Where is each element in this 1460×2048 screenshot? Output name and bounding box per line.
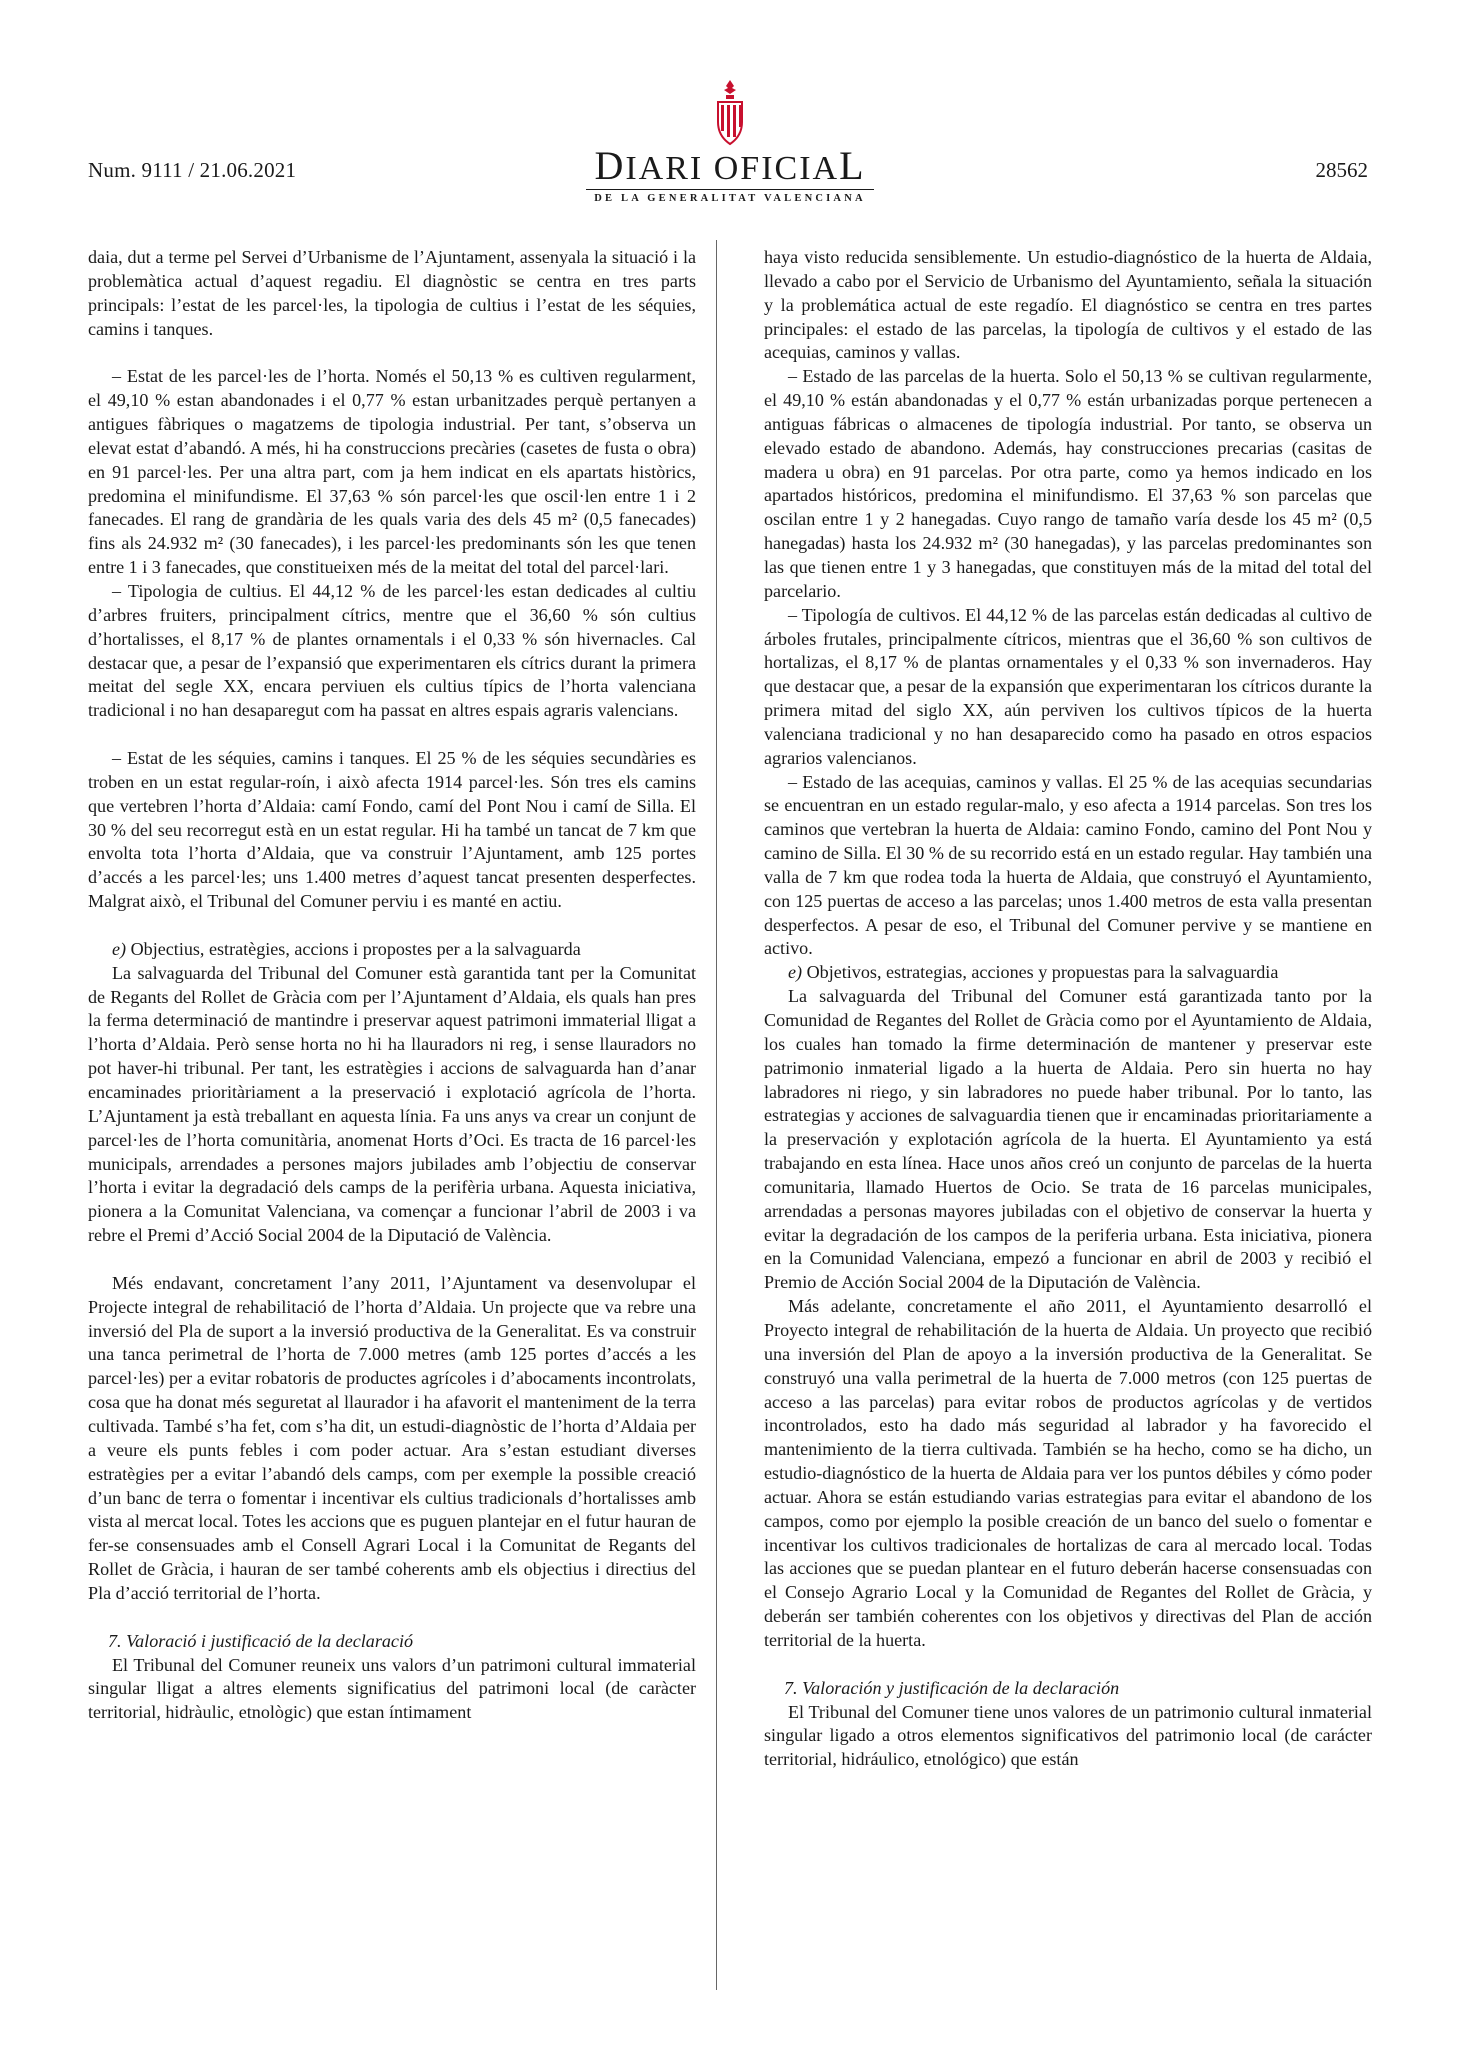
paragraph: – Tipología de cultivos. El 44,12 % de las parcelas están dedicadas al cultivo de árboles frutales, principalmente cítricos, mientras que el 36,60 % son cultivos de hortalizas, el 8,17 % de plantas ornamentales y el 0,33 % son invernaderos. Hay que destacar que, a pesar de la expansión que experimentaran los cítricos durante la primera mitad del siglo XX, aún perviven los cultivos típicos de la huerta valenciana tradicional y no han desaparecido como ha pasado en otros espacios agrarios valencianos. — [764, 604, 1372, 768]
paragraph: – Estado de las acequias, caminos y vallas. El 25 % de las acequias secundarias se encuentran en un estado regular-malo, y eso afecta a 1914 parcelas. Son tres los caminos que vertebran la huerta de Aldaia: camino Fondo, camino del Pont Nou y camino de Silla. El 30 % de su recorrido está en un estado regular. Hay también una valla de 7 km que rodea toda la huerta de Aldaia, que construyó el Ayuntamiento, con 125 puertas de acceso a las parcelas; unos 1.400 metros de esta valla presentan desperfectos. A pesar de eso, el Tribunal del Comuner pervive y se mantiene en activo. — [764, 771, 1372, 959]
journal-subtitle: DE LA GENERALITAT VALENCIANA — [586, 189, 874, 204]
paragraph: – Estado de las parcelas de la huerta. Solo el 50,13 % se cultivan regularmente, el 49,10 % están abandonadas y el 0,77 % están urbanizadas porque pertenecen a antiguas fábricas o almacenes de tipología industrial. Por tanto, se observa un elevado estado de abandono. Además, hay construcciones precarias (casitas de madera u obra) en 91 parcelas. Por otra parte, como ya hemos indicado en los apartados históricos, predomina el minifundismo. El 37,63 % son parcelas que oscilan entre 1 y 2 hanegadas. Cuyo rango de tamaño varía desde los 45 m² (0,5 hanegadas) hasta los 24.932 m² (30 hanegadas), y las parcelas predominantes son las que tienen entre 1 y 3 hanegadas, que constituyen más de la mitad del total del parcelario. — [764, 366, 1372, 601]
journal-masthead — [586, 78, 874, 204]
paragraph: haya visto reducida sensiblemente. Un estudio-diagnóstico de la huerta de Aldaia, llevado a cabo por el Servicio de Urbanismo del Ayuntamiento, señala la situación y la problemática actual de este regadío. El diagnóstico se centra en tres partes principales: el estado de las parcelas, la tipología de cultivos y el estado de las acequias, caminos y vallas. — [764, 247, 1372, 363]
section-heading: 7. Valoración y justificación de la declaración — [784, 1677, 1120, 1698]
paragraph: daia, dut a terme pel Servei d’Urbanisme de l’Ajuntament, assenyala la situació i la problemàtica actual d’aquest regadiu. El diagnòstic se centra en tres parts principals: l’estat de les parcel·les, la tipologia de cultius i l’estat de les séquies, camins i tanques. — [88, 247, 696, 339]
column-divider — [716, 240, 717, 1990]
paragraph: La salvaguarda del Tribunal del Comuner està garantida tant per la Comunitat de Regants del Rollet de Gràcia com per l’Ajuntament d’Aldaia, els quals han pres la ferma determinació de mantindre i preservar aquest patrimoni immaterial lligat a l’horta d’Aldaia. Però sense horta no hi ha llauradors ni reg, i sense llauradors no pot haver-hi tribunal. Per tant, les estratègies i accions de salvaguarda han d’anar encaminades prioritàriament a la preservació i explotació agrícola de l’horta. L’Ajuntament ja està treballant en aquesta línia. Fa uns anys va crear un conjunt de parcel·les de l’horta comunitària, anomenat Horts d’Oci. Es tracta de 16 parcel·les municipals, arrendades a persones majors jubilades amb l’objectiu de conservar l’horta i evitar la degradació dels camps de la perifèria urbana. Aquesta iniciativa, pionera a la Comunitat Valenciana, va començar a funcionar l’abril de 2003 i va rebre el Premi d’Acció Social 2004 de la Diputació de València. — [88, 962, 696, 1246]
issue-number: Num. 9111 / 21.06.2021 — [88, 158, 297, 182]
generalitat-emblem-icon — [710, 78, 750, 148]
subsection-heading: e) Objetivos, estrategias, acciones y propuestas para la salvaguardia — [788, 962, 1279, 983]
left-column-valencian — [88, 246, 696, 1725]
paragraph: Más adelante, concretamente el año 2011, el Ayuntamiento desarrolló el Proyecto integral de rehabilitación de la huerta de Aldaia. Un proyecto que recibió una inversión del Plan de apoyo a la inversión productiva de la Generalitat. Se construyó una valla perimetral de la huerta de 7.000 metros (con 125 puertas de acceso a las parcelas) para evitar robos de productos agrícolas y de vertidos incontrolados, esto ha dado más seguridad al labrador y ha favorecido el mantenimiento de la tierra cultivada. También se ha hecho, como se ha dicho, un estudio-diagnóstico de la huerta de Aldaia para ver los puntos débiles y cómo poder actuar. Ahora se están estudiando varias estrategias para evitar el abandono de los campos, como por ejemplo la posible creación de un banco del suelo o fomentar e incentivar los cultivos tradicionales de hortalizas de cara al mercado local. Todas las acciones que se puedan plantear en el futuro deberán hacerse consensuadas con el Consejo Agrario Local y la Comunidad de Regantes del Rollet de Gràcia, y deberán ser también coherentes con los objetivos y directivas del Plan de acción territorial de la huerta. — [764, 1296, 1372, 1650]
paragraph: El Tribunal del Comuner reuneix uns valors d’un patrimoni cultural immaterial singular lligat a altres elements significatius del patrimoni local (de caràcter territorial, hidràulic, etnològic) que estan íntimament — [88, 1654, 696, 1723]
paragraph: La salvaguarda del Tribunal del Comuner está garantizada tanto por la Comunidad de Regantes del Rollet de Gràcia como por el Ayuntamiento de Aldaia, los cuales han tomado la firme determinación de mantener y preservar este patrimonio inmaterial ligado a la huerta de Aldaia. Pero sin huerta no hay labradores ni riego, y sin labradores no puede haber tribunal. Por lo tanto, las estrategias y acciones de salvaguardia tienen que ir encaminadas prioritariamente a la preservación y explotación agrícola de la huerta. El Ayuntamiento ya está trabajando en esta línea. Hace unos años creó un conjunto de parcelas de la huerta comunitaria, llamado Huertos de Ocio. Se trata de 16 parcelas municipales, arrendadas a personas mayores jubiladas con el objetivo de conservar la huerta y evitar la degradación de los campos de la periferia urbana. Esta iniciativa, pionera en la Comunidad Valenciana, empezó a funcionar en abril de 2003 y recibió el Premio de Acción Social 2004 de la Diputación de València. — [764, 986, 1372, 1293]
section-heading: 7. Valoració i justificació de la declaració — [108, 1630, 414, 1651]
paragraph: El Tribunal del Comuner tiene unos valores de un patrimonio cultural inmaterial singular ligado a otros elementos significativos del patrimonio local (de carácter territorial, hidráulico, etnológico) que están — [764, 1701, 1372, 1770]
paragraph: – Estat de les parcel·les de l’horta. Només el 50,13 % es cultiven regularment, el 49,10 % estan abandonades i el 0,77 % estan urbanitzades perquè pertanyen a antigues fàbriques o magatzems de tipologia industrial. Per tant, s’observa un elevat estat d’abandó. A més, hi ha construccions precàries (casetes de fusta o obra) en 91 parcel·les. Per una altra part, com ja hem indicat en els apartats històrics, predomina el minifundisme. El 37,63 % són parcel·les que oscil·len entre 1 i 2 fanecades. El rang de grandària de les quals varia des dels 45 m² (0,5 fanecades) fins als 24.932 m² (30 fanecades), i les parcel·les predominants són les que tenen entre 1 i 3 fanecades, que constitueixen més de la meitat del total del parcel·lari. — [88, 366, 696, 578]
subsection-heading: e) Objectius, estratègies, accions i propostes per a la salvaguarda — [112, 938, 581, 959]
right-column-spanish — [764, 246, 1372, 1772]
paragraph: Més endavant, concretament l’any 2011, l’Ajuntament va desenvolupar el Projecte integral de rehabilitació de l’horta d’Aldaia. Un projecte que va rebre una inversió del Pla de suport a la inversió productiva de la Generalitat. Es va construir una tanca perimetral de l’horta de 7.000 metres (amb 125 portes d’accés a les parcel·les) per a evitar robatoris de productes agrícoles i d’abocaments incontrolats, cosa que ha donat més seguretat al llaurador i ha afavorit el manteniment de la terra cultivada. També s’ha fet, com s’ha dit, un estudi-diagnòstic de l’horta d’Aldaia per a veure els punts febles i com poder actuar. Ara s’estan estudiant diverses estratègies per a evitar l’abandó dels camps, com per exemple la possible creació d’un banc de terra o fomentar i incentivar els cultius tradicionals d’hortalisses amb vista al mercat local. Totes les accions que es puguen plantejar en el futur hauran de fer-se consensuades amb el Consell Agrari Local i la Comunitat de Regants del Rollet de Gràcia, i hauran de ser també coherents amb els objectius i directius del Pla d’acció territorial de l’horta. — [88, 1272, 696, 1603]
paragraph: – Tipologia de cultius. El 44,12 % de les parcel·les estan dedicades al cultiu d’arbres fruiters, principalment cítrics, mentre que el 36,60 % són cultius d’hortalisses, el 8,17 % de plantes ornamentals i el 0,33 % són hivernacles. Cal destacar que, a pesar de l’expansió que experimentaren els cítrics durant la primera meitat del segle XX, encara perviuen els cultius típics de l’horta valenciana tradicional i no han desaparegut com ha passat en altres espais agraris valencians. — [88, 580, 696, 721]
page-header — [0, 0, 1460, 204]
paragraph: – Estat de les séquies, camins i tanques. El 25 % de les séquies secundàries es troben en un estat regular-roín, i això afecta 1914 parcel·les. Són tres els camins que vertebren l’horta d’Aldaia: camí Fondo, camí del Pont Nou i camí de Silla. El 30 % del seu recorregut està en un estat regular. Hi ha també un tancat de 7 km que envolta tota l’horta d’Aldaia, que va construir l’Ajuntament, amb 125 portes d’accés a les parcel·les; uns 1.400 metres d’aquest tancat presenten desperfectes. Malgrat això, el Tribunal del Comuner perviu i es manté en actiu. — [88, 748, 696, 912]
journal-title: DIARI OFICIAL — [594, 143, 866, 188]
page-number: 28562 — [1315, 158, 1368, 182]
